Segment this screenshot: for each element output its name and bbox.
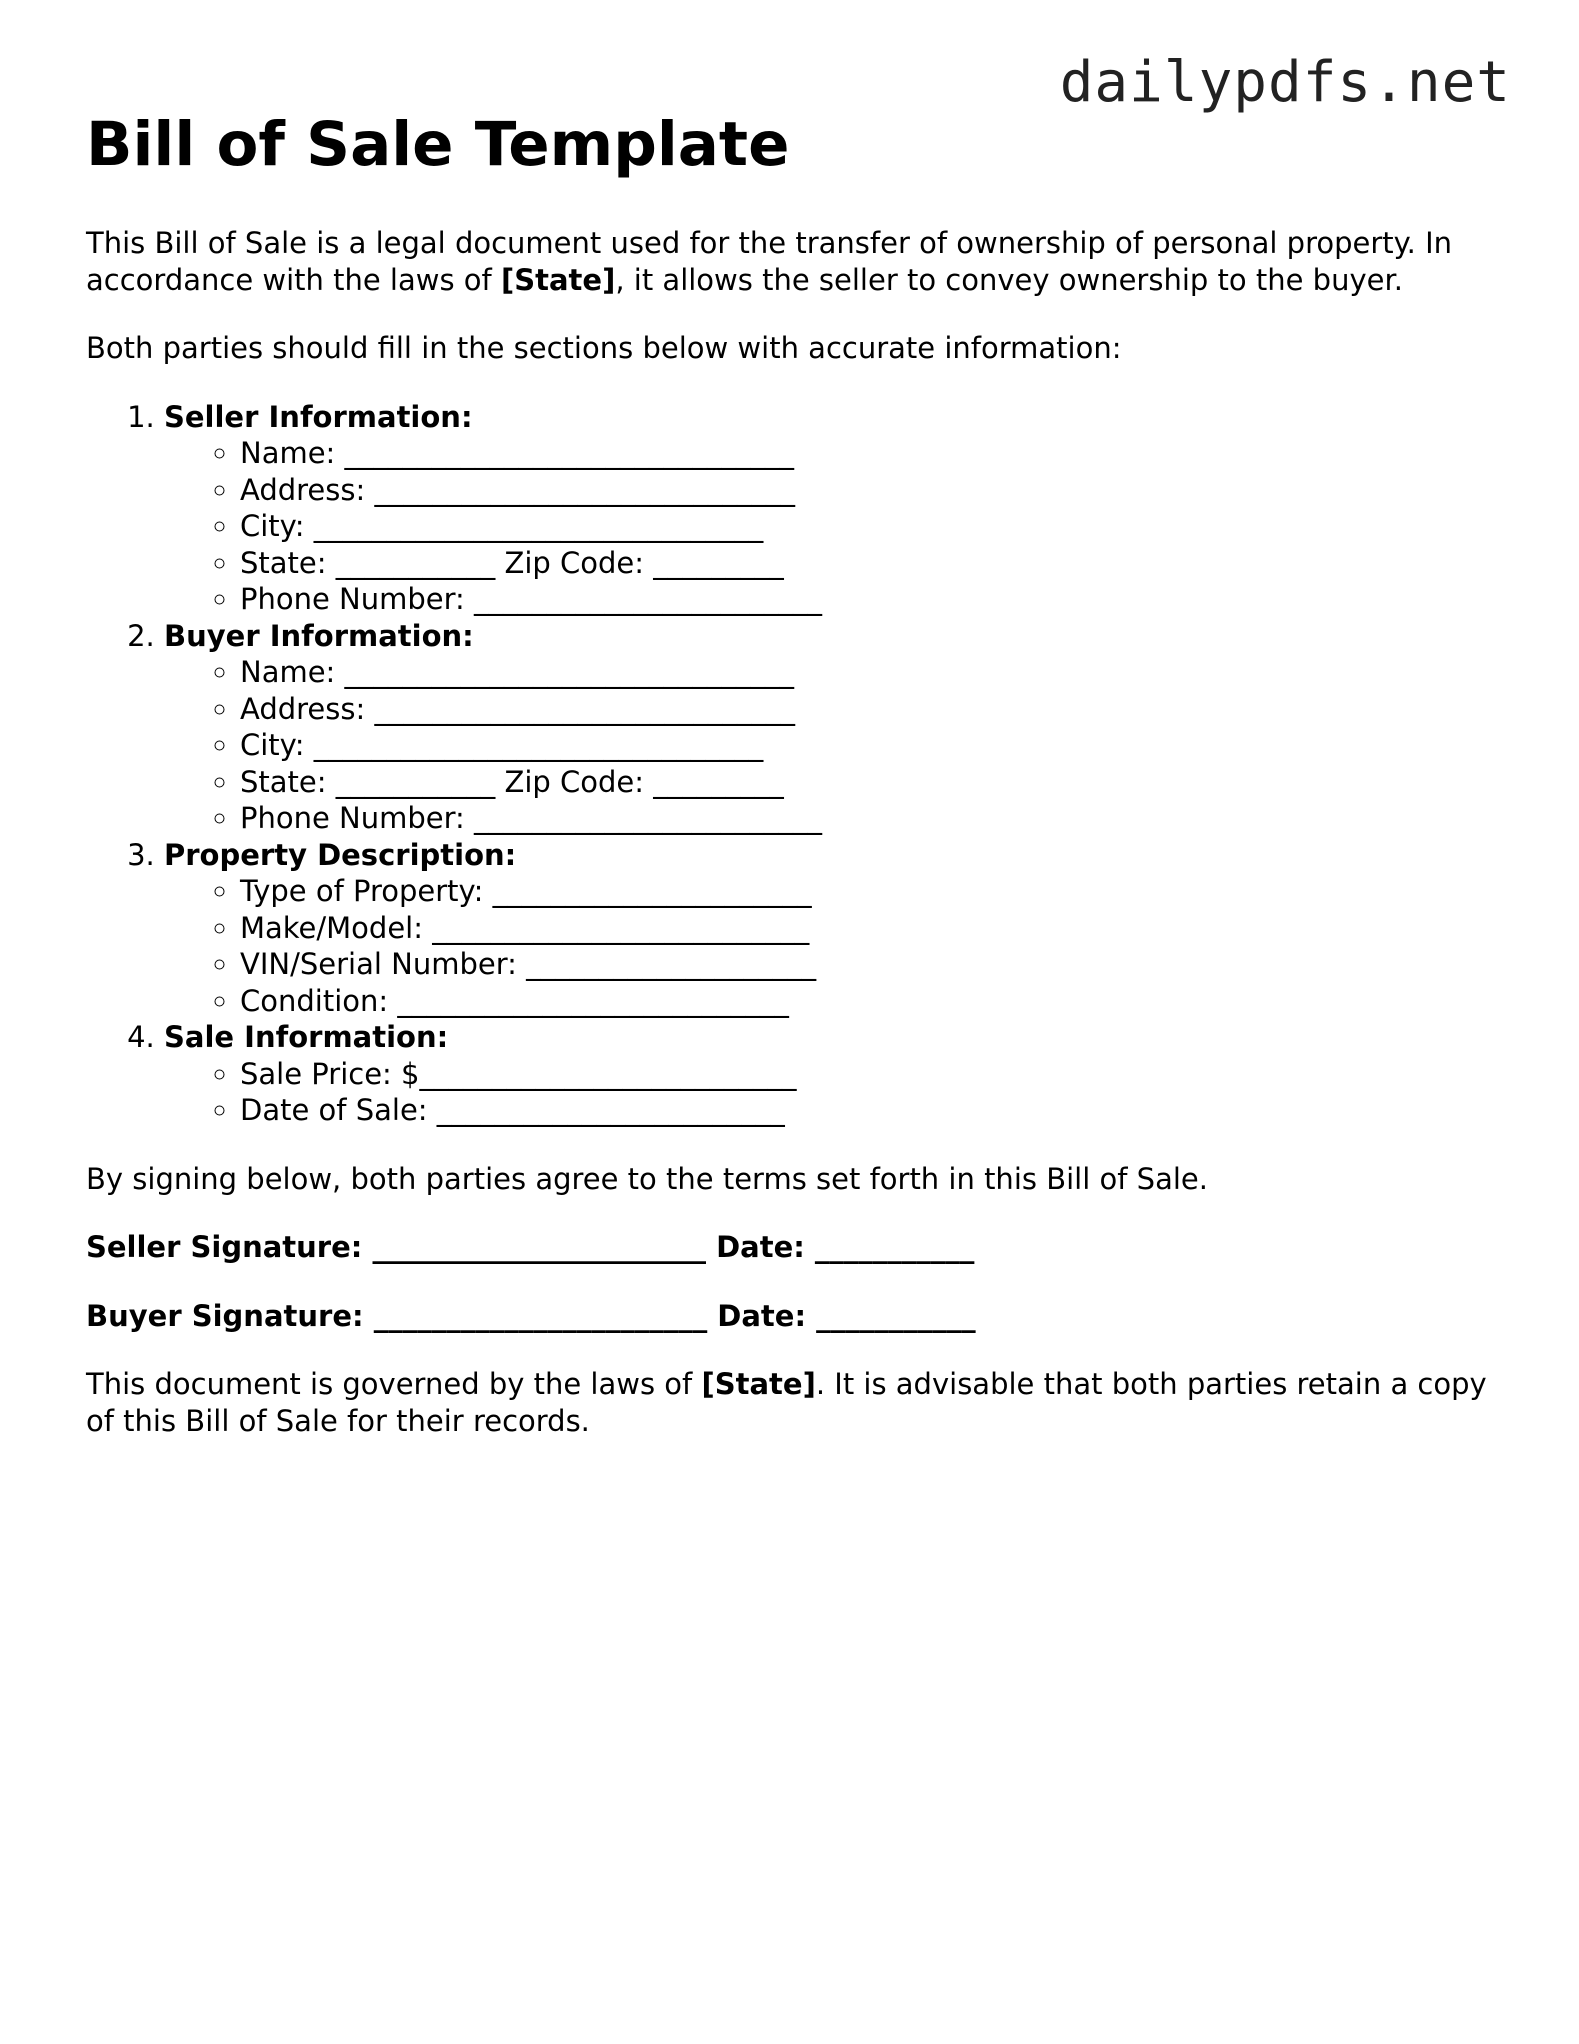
seller-signature-text: Seller Signature: _______________________ Date: ___________	[86, 1230, 975, 1265]
field-seller-phone: ◦ Phone Number: ________________________	[240, 581, 1506, 618]
field-property-type: ◦ Type of Property: ______________________	[240, 873, 1506, 910]
buyer-signature-text: Buyer Signature: _______________________ Date: ___________	[86, 1298, 976, 1333]
field-buyer-name: ◦ Name: _______________________________	[240, 654, 1506, 691]
state-placeholder: [State]	[500, 262, 616, 297]
agreement-paragraph: By signing below, both parties agree to the terms set forth in this Bill of Sale.	[86, 1161, 1208, 1196]
document-title: Bill of Sale Template	[86, 109, 790, 180]
watermark: dailypdfs.net	[1059, 50, 1511, 115]
seller-signature-line	[86, 1229, 1506, 1266]
closing-text-1: This document is governed by the laws of	[86, 1367, 702, 1402]
field-make-model: ◦ Make/Model: __________________________	[240, 910, 1506, 947]
field-condition: ◦ Condition: ___________________________	[240, 983, 1506, 1020]
intro-paragraph	[86, 225, 1506, 298]
field-buyer-city: ◦ City: _______________________________	[240, 727, 1506, 764]
closing-paragraph	[86, 1366, 1506, 1439]
document-page	[86, 108, 1506, 1471]
field-list	[164, 654, 1506, 837]
buyer-signature-line	[86, 1298, 1506, 1335]
field-vin-serial: ◦ VIN/Serial Number: ____________________	[240, 946, 1506, 983]
field-seller-name: ◦ Name: _______________________________	[240, 435, 1506, 472]
field-seller-state-zip: ◦ State: ___________ Zip Code: _________	[240, 545, 1506, 582]
intro-text-1: This Bill of Sale is a legal document used for the transfer of ownership of personal property. In accordance with the laws of	[86, 226, 1453, 297]
section-heading: Property Description:	[164, 837, 517, 872]
section-buyer	[164, 618, 1506, 837]
section-property	[164, 837, 1506, 1020]
state-placeholder: [State]	[701, 1367, 816, 1402]
field-seller-city: ◦ City: _______________________________	[240, 508, 1506, 545]
field-list	[164, 435, 1506, 618]
section-heading: Sale Information:	[164, 1020, 449, 1055]
intro-text-2: , it allows the seller to convey ownership to the buyer.	[615, 262, 1403, 297]
field-sale-price: ◦ Sale Price: $__________________________	[240, 1056, 1506, 1093]
closing-text-2: . It is advisable that both parties retain a copy of this Bill of Sale for their records.	[86, 1367, 1487, 1438]
field-list	[164, 1056, 1506, 1129]
field-sale-date: ◦ Date of Sale: ________________________	[240, 1092, 1506, 1129]
field-seller-address: ◦ Address: _____________________________	[240, 472, 1506, 509]
field-buyer-address: ◦ Address: _____________________________	[240, 691, 1506, 728]
section-sale	[164, 1019, 1506, 1129]
section-seller	[164, 399, 1506, 618]
field-buyer-phone: ◦ Phone Number: ________________________	[240, 800, 1506, 837]
section-heading: Seller Information:	[164, 399, 473, 434]
field-buyer-state-zip: ◦ State: ___________ Zip Code: _________	[240, 764, 1506, 801]
sections-list	[86, 399, 1506, 1129]
field-list	[164, 873, 1506, 1019]
section-heading: Buyer Information:	[164, 618, 474, 653]
instruction-paragraph: Both parties should fill in the sections below with accurate information:	[86, 331, 1122, 366]
